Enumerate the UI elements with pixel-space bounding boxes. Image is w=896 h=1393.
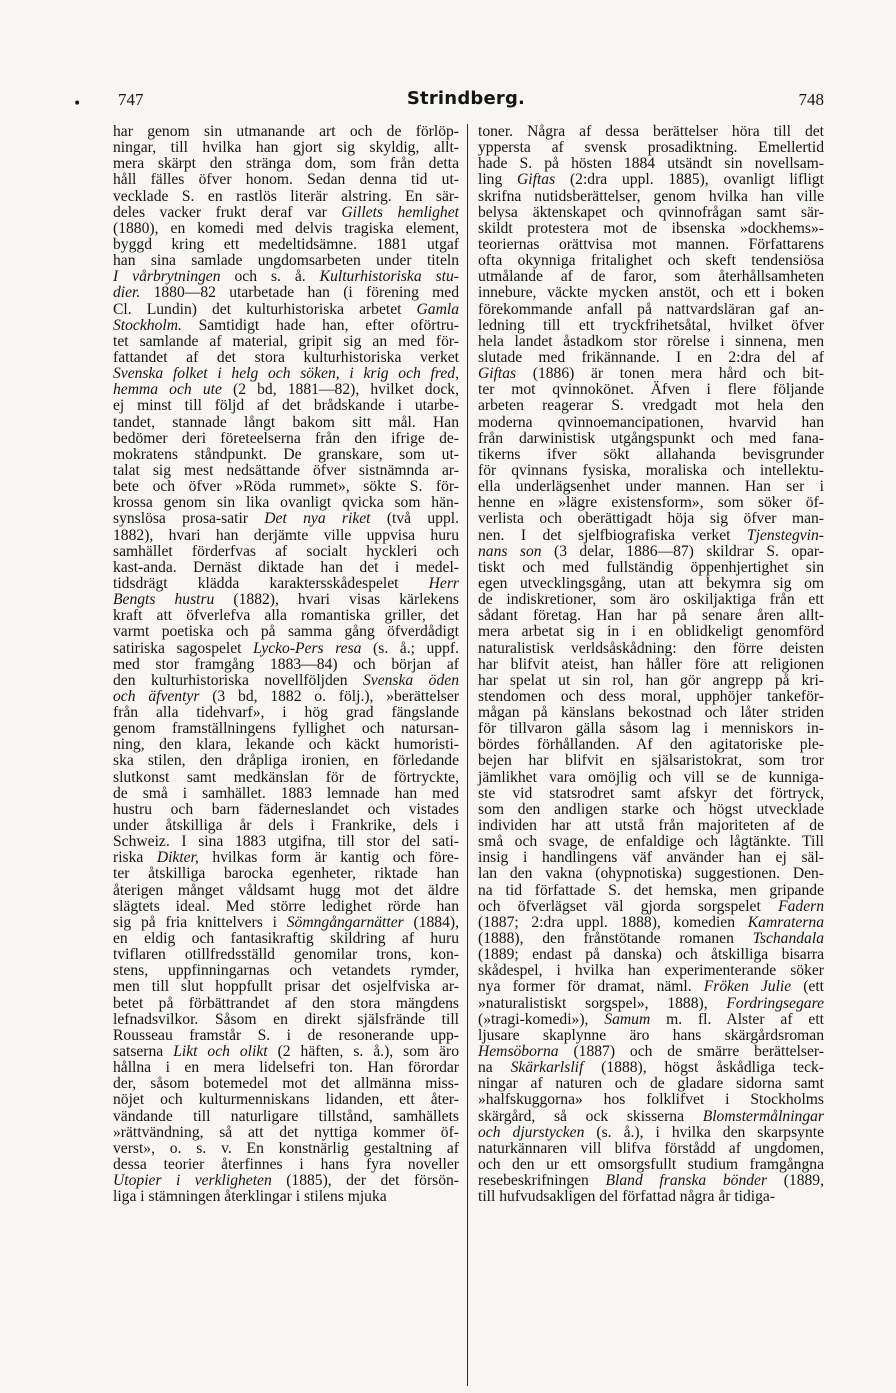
text-line: Utopier i verkligheten (1885), der det försön- [113,1172,459,1190]
text-line: satserna Likt och olikt (2 häften, s. å.), som äro [113,1043,459,1061]
text-line: en eldig och fantasikraftig skildring af huru [113,930,459,948]
text-line: betet på förbättrandet af den stora mängdens [113,994,459,1012]
text-line: Bengts hustru (1882), hvari visas kärlekens [113,591,460,609]
text-line: som den andligen starke och högst utvecklade [478,800,824,818]
text-line: de små i samhället. 1883 lemnade han med [113,784,459,802]
text-line: hade S. på hösten 1884 utsändt sin novellsam- [478,155,824,173]
text-line: skildt protestera mot de ibsenska »dockhems»- [478,219,824,237]
text-line: ter mot qvinnokönet. Äfven i flere följande [478,381,824,399]
text-line: moderna qvinnoemancipationen, hvarvid han [478,413,824,431]
text-line: nans son (3 delar, 1886—87) skildrar S. opar- [478,542,824,560]
text-line: teoriernas orättvisa mot mannen. Författarens [478,235,824,253]
text-line: Rousseau framstår S. i de resonerande upp- [113,1026,459,1044]
text-line: mera skärpt den stränga dom, som från detta [113,155,459,173]
text-line: I vårbrytningen och s. å. Kulturhistoriska stu- [113,268,459,286]
text-line: vecklade S. en rastlös literär alstring. En sär- [113,187,459,205]
text-line: dier. 1880—82 utarbetade han (i förening med [113,284,459,302]
text-line: verst», o. s. v. En konstnärlig gestaltning af [113,1139,459,1157]
text-line: nen. I det sjelfbiografiska verket Tjenstegvin- [478,526,824,544]
text-line: (»tragi-komedi»), Samum m. fl. Alster af ett [478,1010,824,1028]
text-line: na Skärkarlslif (1888), högst åskådliga teck- [478,1059,824,1077]
text-line: varmt poetiska och på samma gång öfverdådigt [113,623,459,641]
text-line: henne en »lägre existensform», som söker öf- [478,494,824,512]
text-line: arbeten reagerar S. vredgadt mot hela den [478,397,824,415]
text-line: och den ur ett omsorgsfullt studium framgångna [478,1156,824,1173]
text-line: bejen har blifvit en själsaristokrat, som tror [478,752,824,770]
text-line: tandet, stannade långt bakom sitt mål. Han [113,413,459,431]
text-line: (1887; 2:dra uppl. 1888), komedien Kamraterna [478,913,824,931]
text-line: naturalistisk verldsåskådning: den förre deisten [478,639,824,657]
text-line: skrifna nutidsberättelser, genom hvilka han ville [478,187,824,205]
text-line: utmålande af de faror, som återhållsamheten [478,268,824,286]
text-line: mågan på känslans bekostnad och låter striden [478,704,824,722]
text-line: har genom sin utmanande art och de förlöp- [113,123,459,140]
text-line: håll fälles öfver honom. Sedan denna tid ut- [113,171,459,189]
text-line: sig på fria knittelvers i Sömngångarnätter (1884), [113,913,459,931]
text-line: satiriska sagospelet Lycko-Pers resa (s. å.; uppf. [113,639,459,657]
text-line: kast-anda. Dernäst diktade han det i medel- [113,558,459,576]
text-line: ska stilen, den dråpliga ironien, en förledande [113,752,459,770]
text-line: och öfverlägset väl gjorda sorgspelet Fadern [478,897,824,915]
text-line: ningar af naturen och de gladare sidorna samt [478,1075,824,1093]
text-line: stendomen och dess moral, upphöjer tankeför- [478,687,824,705]
text-line: Schweiz. I sina 1883 utgifna, till stor del sati- [113,833,459,851]
text-line: byggd kring ett medeltidsämne. 1881 utgaf [113,235,459,253]
text-line: »halfskuggorna» hos folklifvet i Stockholms [478,1091,824,1109]
text-line: från alla tidehvarf», i hög grad fängslande [113,704,459,722]
text-line: resebeskrifningen Bland franska bönder (1889, [478,1172,824,1190]
text-line: hållna i en mera lidelsefri ton. Han förordar [113,1059,459,1077]
text-line: under åtskilliga år dels i Frankrike, dels i [113,817,459,835]
text-line: innebure, väckte mycken anstöt, och ett i boken [478,284,824,302]
text-line: talat sig mest nedsättande öfver sistnämnda ar- [113,461,459,479]
text-line: lan den vakna (ohypnotiska) suggestionen. Den- [478,865,824,883]
text-line: Stockholm. Samtidigt hade han, efter oförtru- [113,316,459,334]
text-line: har blifvit ateist, han håller före att religionen [478,655,824,673]
page-header [108,90,824,114]
text-line: men till slut hoppfullt prisar det osjelfviska ar- [113,978,459,996]
column-divider [467,124,468,1386]
text-line: ning, den klara, lekande och käckt humoristi- [113,736,459,754]
text-line: tidsdrägt klädda karaktersskådespelet Herr [113,574,459,592]
text-line: för tillvaron gälla såsom lag i menniskors in- [478,720,824,738]
text-line: naturkännaren vill blifva förstådd af ungdomen, [478,1139,824,1157]
text-line: skärgård, så ock skisserna Blomstermålningar [478,1107,824,1125]
text-line: bete och öfver »Röda rummet», sökte S. för- [113,478,459,496]
text-line: nya former för dramat, näml. Fröken Julie (ett [478,978,825,996]
text-line: egen utvecklingsgång, utan att bekymra sig om [478,574,824,592]
text-line: slutkonst samt medkänslan för de förtryckte, [113,768,459,786]
text-line: yppersta af svensk prosadiktning. Emellertid [478,139,824,157]
text-line: riska Dikter, hvilkas form är kantig och före- [113,849,460,867]
text-line: den kulturhistoriska novellföljden Svenska öden [113,671,459,689]
text-line: Svenska folket i helg och söken, i krig och fred, [113,365,459,383]
text-line: slägtets ideal. Med större ledighet rörde han [113,897,459,915]
page-number-left: 747 [118,90,144,109]
text-line: tviflaren otillfredsställd genomilar trons, kon- [113,946,459,964]
text-line: skådespel, i hvilka han experimenterande söker [478,962,824,980]
text-line: tikerns ifver sökt allahanda bevisgrunder [478,445,824,463]
text-line: från darwinistisk utgångspunkt och med fana- [478,429,824,447]
text-line: sådant företag. Han har på senare åren allt- [478,607,824,625]
text-line: na tid författade S. det hemska, men gripande [478,881,824,899]
text-line: ella underlägsenhet under mannen. Han ser i [478,478,824,496]
text-line: jämlikhet vara omöjlig och vill se de kunniga- [478,768,824,786]
text-line: kraft att öfverlefva alla romantiska griller, det [113,607,459,625]
text-line: återigen månget våldsamt hugg mot det äldre [113,881,459,899]
text-line: vändande till naturligare tillstånd, samhällets [113,1107,459,1125]
text-line: toner. Några af dessa berättelser höra till det [478,123,824,140]
text-line: Giftas (1886) är tonen mera hård och bit- [478,365,824,383]
text-line: ej minst till följd af det brådskande i utarbe- [113,397,459,415]
text-line: »naturalistiskt sorgspel», 1888), Fordringsegare [478,994,824,1012]
text-line: bedömer deri företeelserna från den ifrige de- [113,429,459,447]
text-line: stens, uppfinningarnas och vetandets rymder, [113,962,459,980]
text-line: ofta okynniga fritalighet och skeft tendensiösa [478,252,824,270]
text-line: han sina samlade ungdomsarbeten under titeln [113,252,459,270]
text-line: små och svage, de enfaldige och lågtänkte. Till [478,833,824,851]
text-line: individen har att utstå från majoriteten af de [478,817,824,835]
text-line: mera arbetat sig in i en oblidkeligt genomförd [478,623,824,641]
text-line: 1882), hvari han derjämte ville uppvisa huru [113,526,459,544]
text-line: de indiskretioner, som äro oskiljaktiga från ett [478,591,824,609]
text-line: hemma och ute (2 bd, 1881—82), hvilket dock, [113,381,459,399]
text-line: har spelat ut sin rol, han gör angrepp på kri- [478,671,824,689]
text-line: fattandet af det stora kulturhistoriska verket [113,348,459,366]
text-line: deles vacker frukt deraf var Gillets hemlighet [113,203,459,221]
text-line: belysa äktenskapet och qvinnofrågan samt sär- [478,203,824,221]
text-line: dessa teorier återfinnes i hans fyra noveller [113,1156,459,1173]
text-line: insig i handlingens väf använder han ej säl- [478,849,824,867]
text-line: tet samlande af material, gripit sig an med för- [113,332,459,350]
text-line: hela landet åstadkom stor rörelse i sinnena, men [478,332,824,350]
running-title: Strindberg. [406,88,526,109]
text-line: (1888), den frånstötande romanen Tschandala [478,930,824,948]
text-line: synslösa prosa-satir Det nya riket (två uppl. [113,510,459,528]
text-line: till hufvudsakligen del författad några år tidiga- [478,1188,776,1206]
page-number-right: 748 [798,90,824,109]
text-line: krossa genom sin lika ovanligt qvicka som hän- [113,494,459,512]
text-line: (1889; endast på danska) och åtskilliga bisarra [478,946,824,964]
text-line: lefnadsvilkor. Såsom en direkt själsfrände till [113,1010,459,1028]
text-line: genom framställningens fyllighet och natursan- [113,720,459,738]
text-line: ste vid statsrodret samt afskyr det förtryck, [478,784,824,802]
left-column [113,124,459,1205]
margin-mark: • [73,96,82,112]
text-line: och äfventyr (3 bd, 1882 o. följ.), »berättelser [113,687,459,705]
text-line: der, såsom botemedel mot det allmänna miss- [113,1075,459,1093]
text-line: ter åtskilliga barocka egenheter, riktade han [113,865,459,883]
text-line: och djurstycken (s. å.), i hvilka den skarpsynte [478,1123,825,1141]
text-line: ningar, till hvilka han gjort sig skyldig, allt- [113,139,459,157]
text-line: med stor framgång 1883—84) och början af [113,655,459,673]
text-line: tiskt och med fullständig öppenhjertighet sin [478,558,824,576]
text-line: Cl. Lundin) det kulturhistoriska arbetet Gamla [113,300,459,318]
text-line: (1880), en komedi med delvis tragiska element, [113,219,459,237]
text-line: ljusare skaplynne äro hans skärgårdsroman [478,1026,824,1044]
text-line: Hemsöborna (1887) och de smärre berättelser- [478,1043,824,1061]
text-line: verlista och oberättigadt höja sig öfver man- [478,510,824,528]
text-line: nöjet och kulturmenniskans lidanden, ett åter- [113,1091,459,1109]
right-column [478,124,824,1205]
text-line: ling Giftas (2:dra uppl. 1885), ovanligt lifligt [478,171,824,189]
text-line: samhället förderfvas af socialt hyckleri och [113,542,459,560]
text-line: bördes förhållanden. Af den agitatoriske ple- [478,736,824,754]
text-line: liga i stämningen återklingar i stilens mjuka [113,1188,387,1206]
text-line: slutade med frikännande. I en 2:dra del af [478,348,824,366]
text-line: »rättvändning, så att det nyttiga kommer öf- [113,1123,459,1141]
text-line: mokratens ståndpunkt. De granskare, som ut- [113,445,459,463]
text-line: förekommande anfall på nattvardsläran gaf an- [478,300,824,318]
text-line: hustru och barn fäderneslandet och vistades [113,800,459,818]
text-line: för qvinnans fysiska, moraliska och intellektu- [478,461,824,479]
text-line: ledning till ett tryckfrihetsåtal, hvilket öfver [478,316,824,334]
